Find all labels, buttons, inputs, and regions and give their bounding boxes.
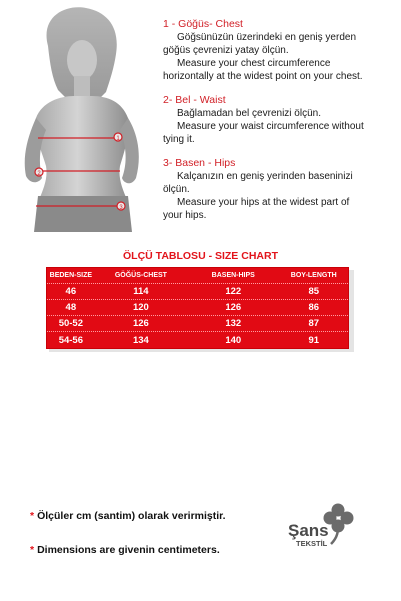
header-hips: BASEN-HIPS [211, 272, 255, 279]
svg-text:3: 3 [119, 205, 123, 211]
instruction-line: tying it. [163, 134, 195, 145]
cell-chest: 134 [132, 334, 149, 346]
note-text: Dimensions are givenin centimeters. [37, 544, 220, 556]
svg-text:1: 1 [116, 136, 120, 142]
note-english [30, 544, 226, 556]
instruction-line: Measure your hips at the widest part of [177, 197, 350, 208]
instruction-line: Kalçanızın en geniş yerinden baseninizi [177, 171, 353, 182]
notes [30, 510, 226, 578]
instruction-line: göğüs çevrenizi yatay ölçün. [163, 45, 289, 56]
table-row [47, 300, 348, 316]
table-row [47, 316, 348, 332]
cell-hips: 140 [225, 334, 242, 346]
table-row [47, 332, 348, 348]
cell-size: 54-56 [58, 334, 83, 346]
instruction-line: horizontally at the widest point on your chest. [163, 71, 363, 82]
cell-length: 87 [308, 318, 320, 329]
size-table [46, 267, 349, 349]
instruction-title: 3- Basen - Hips [163, 157, 236, 169]
note-turkish [30, 510, 226, 522]
instruction-line: ölçün. [163, 184, 190, 195]
cell-length: 86 [308, 302, 320, 313]
cell-chest: 126 [132, 318, 149, 329]
note-text: Ölçüler cm (santim) olarak verirmiştir. [37, 510, 226, 522]
logo-subtitle: TEKSTİL [296, 539, 328, 548]
instruction-title: 1 - Göğüs- Chest [163, 18, 243, 30]
table-row [47, 284, 348, 300]
cell-length: 85 [308, 286, 320, 297]
measurement-instructions [163, 18, 395, 233]
header-size: BEDEN-SIZE [49, 272, 93, 279]
cell-size: 46 [65, 286, 77, 297]
header-length: BOY-LENGTH [290, 272, 337, 279]
size-chart-title: ÖLÇÜ TABLOSU - SIZE CHART [123, 250, 278, 262]
instruction-hips [163, 157, 395, 222]
instruction-title: 2- Bel - Waist [163, 94, 226, 106]
logo-name: Şans [288, 521, 329, 540]
cell-chest: 120 [132, 302, 149, 313]
note-star: * [30, 510, 35, 522]
cell-chest: 114 [133, 286, 149, 297]
instruction-line: Measure your chest circumference [177, 58, 331, 69]
cell-hips: 126 [225, 302, 242, 313]
body-measurement-figure [8, 6, 158, 232]
instruction-line: Bağlamadan bel çevrenizi ölçün. [177, 108, 321, 119]
sans-tekstil-logo [287, 498, 357, 558]
note-star: * [30, 544, 35, 556]
instruction-line: Measure your waist circumference without [177, 121, 364, 132]
cell-size: 48 [65, 302, 77, 313]
instruction-chest [163, 18, 395, 83]
header-chest: GÖĞÜS-CHEST [114, 272, 167, 279]
table-header-row [47, 268, 348, 284]
svg-text:2: 2 [37, 171, 41, 177]
cell-hips: 122 [225, 286, 242, 297]
cell-size: 50-52 [58, 318, 83, 329]
instruction-waist [163, 94, 395, 146]
cell-length: 91 [308, 334, 320, 346]
cell-hips: 132 [225, 318, 242, 329]
size-chart [46, 267, 354, 352]
instruction-line: Göğsünüzün üzerindeki en geniş yerden [177, 32, 357, 43]
instruction-line: your hips. [163, 210, 207, 221]
